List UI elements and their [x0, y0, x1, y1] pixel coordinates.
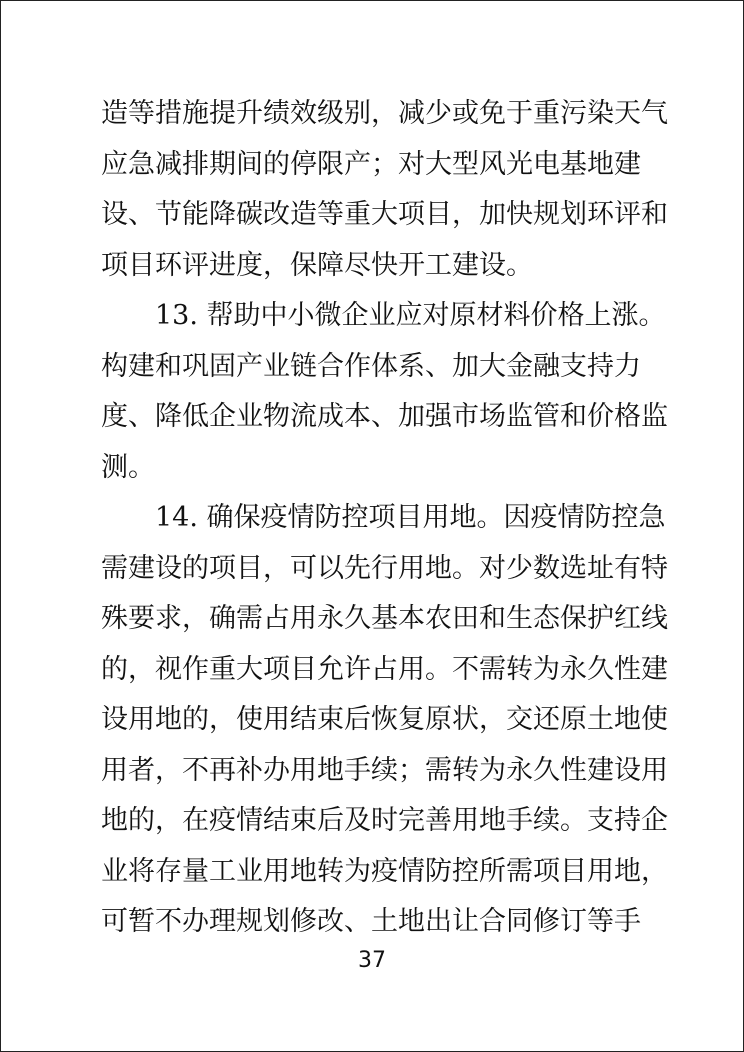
text-line: 14. 确保疫情防控项目用地。因疫情防控急 [155, 502, 666, 533]
text-line: 用者，不再补办用地手续；需转为永久性建设用 [101, 754, 668, 786]
text-line: 测。 [101, 451, 155, 483]
text-line: 地的，在疫情结束后及时完善用地手续。支持企 [101, 805, 668, 836]
paragraph-14 [101, 493, 668, 948]
text-line: 造等措施提升绩效级别，减少或免于重污染天气 [101, 98, 668, 129]
text-line: 项目环评进度，保障尽快开工建设。 [101, 249, 533, 281]
page-number: 37 [358, 948, 386, 973]
text-line: 设、节能降碳改造等重大项目，加快规划环评和 [101, 199, 668, 230]
text-line: 13. 帮助中小微企业应对原材料价格上涨。 [155, 300, 666, 331]
text-line: 应急减排期间的停限产；对大型风光电基地建 [101, 148, 641, 180]
paragraph-1 [101, 89, 668, 291]
text-line: 度、降低企业物流成本、加强市场监管和价格监 [101, 401, 668, 432]
paragraph-13 [101, 291, 668, 493]
text-line: 设用地的，使用结束后恢复原状，交还原土地使 [101, 704, 668, 735]
text-line: 业将存量工业用地转为疫情防控所需项目用地， [101, 855, 668, 887]
text-line: 可暂不办理规划修改、土地出让合同修订等手 [101, 906, 641, 937]
text-line: 殊要求，确需占用永久基本农田和生态保护红线 [101, 603, 668, 634]
text-line: 构建和巩固产业链合作体系、加大金融支持力 [101, 350, 641, 382]
text-line: 需建设的项目，可以先行用地。对少数选址有特 [101, 552, 668, 584]
document-body [101, 89, 668, 948]
text-line: 的，视作重大项目允许占用。不需转为永久性建 [101, 653, 668, 685]
